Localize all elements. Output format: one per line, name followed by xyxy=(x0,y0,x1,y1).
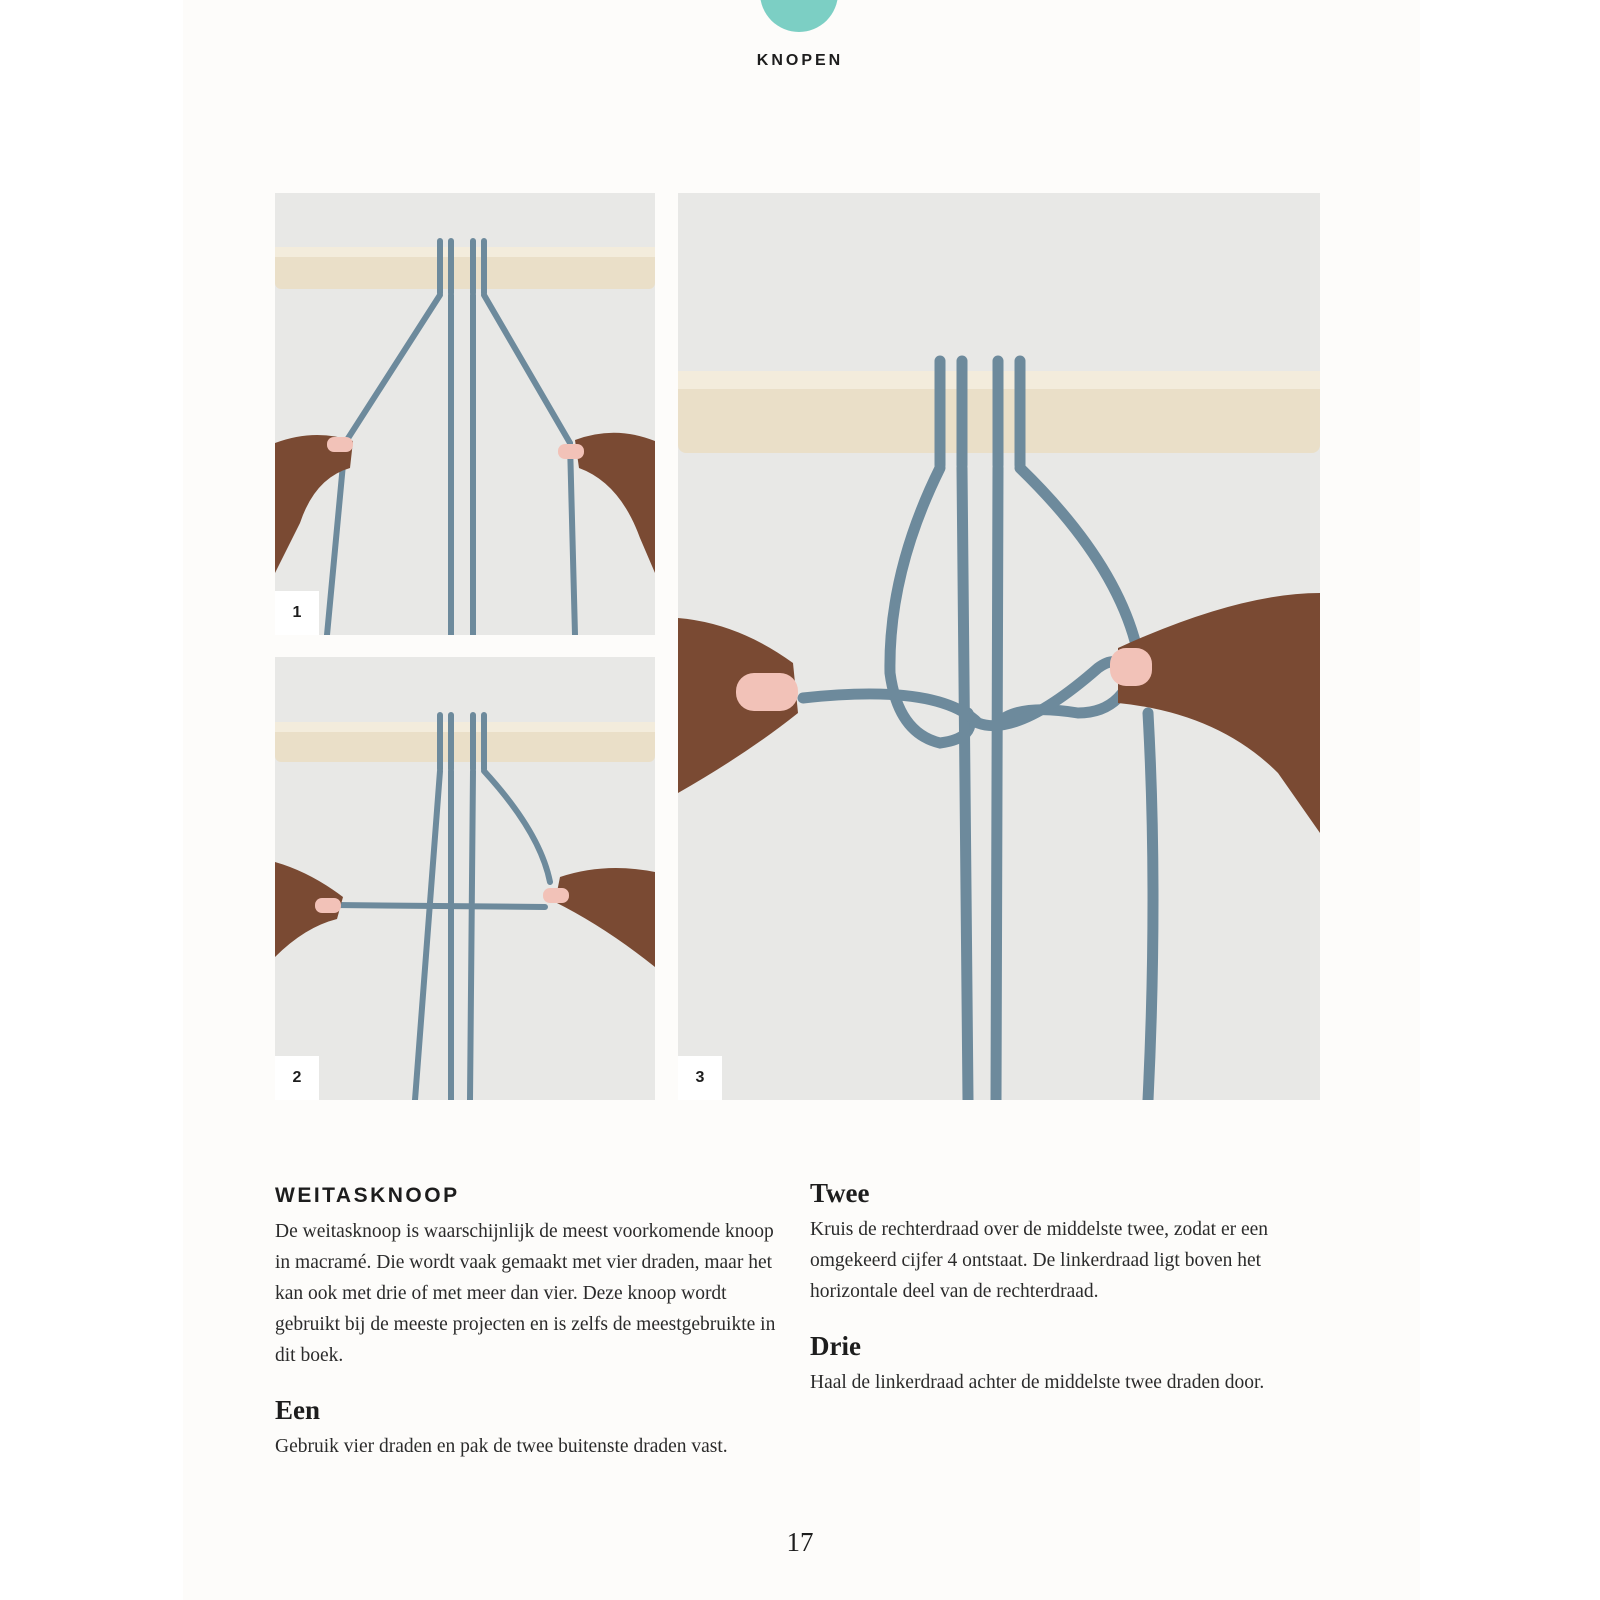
step-1-heading: Een xyxy=(275,1395,321,1425)
step-2-illustration xyxy=(275,657,655,1100)
section-title: KNOPEN xyxy=(756,52,844,69)
step-3-illustration xyxy=(678,193,1320,1100)
article-title: WEITASKNOOP xyxy=(275,1184,460,1207)
text-column-left xyxy=(275,1180,780,1462)
step-3-number: 3 xyxy=(678,1056,722,1100)
step-3-heading: Drie xyxy=(810,1331,861,1361)
intro-paragraph: De weitasknoop is waarschijnlijk de meest voorkomende knoop in macramé. Die wordt vaak gemaakt met vier draden, maar het kan ook met drie of met meer dan vier. Deze knoop wordt gebruikt bij de meeste projecten en is zelfs de meestgebruikte in dit boek. xyxy=(275,1221,776,1366)
step-1-photo xyxy=(275,193,655,635)
step-1-text: Gebruik vier draden en pak de twee buitenste draden vast. xyxy=(275,1436,728,1457)
step-1-number: 1 xyxy=(275,591,319,635)
step-2-photo xyxy=(275,657,655,1100)
step-2-number: 2 xyxy=(275,1056,319,1100)
step-2-text: Kruis de rechterdraad over de middelste twee, zodat er een omgekeerd cijfer 4 ontstaat. De linkerdraad ligt boven het horizontale deel van de rechterdraad. xyxy=(810,1219,1269,1302)
text-column-right xyxy=(810,1176,1315,1398)
page-number: 17 xyxy=(786,1527,814,1557)
step-3-photo xyxy=(678,193,1320,1100)
step-1-illustration xyxy=(275,193,655,635)
step-3-text: Haal de linkerdraad achter de middelste twee draden door. xyxy=(810,1372,1265,1393)
step-2-heading: Twee xyxy=(810,1178,870,1208)
